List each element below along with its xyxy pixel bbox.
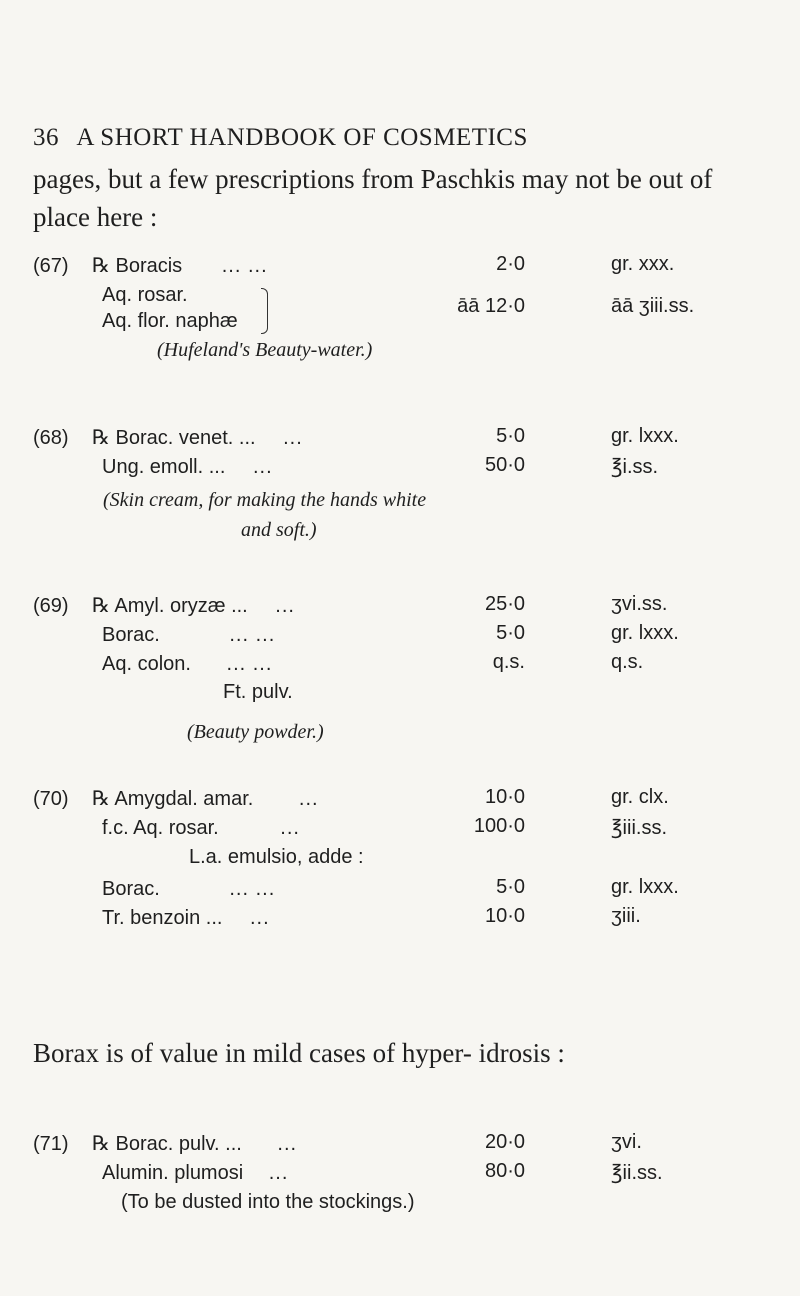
rx-ingredient: [102, 454, 273, 480]
leader-dots: ...: [298, 788, 319, 810]
intro-paragraph: pages, but a few prescriptions from Paschkis may not be out of place here :: [33, 164, 713, 232]
apothecary-dose: gr. lxxx.: [611, 622, 679, 644]
leader-dots: ...: [268, 1162, 289, 1184]
instruction-text: L.a. emulsio, adde :: [189, 846, 364, 868]
ingredient-name: Aq. flor. naphæ: [102, 310, 238, 332]
apothecary-dose: ℥i.ss.: [611, 456, 659, 478]
rx-ingredient: [92, 425, 303, 451]
prescription-caption: and soft.): [241, 519, 317, 541]
borax-paragraph: Borax is of value in mild cases of hyper- idrosis :: [33, 1038, 565, 1068]
ingredient-name: Alumin. plumosi: [102, 1162, 244, 1184]
ingredient-name: ℞ Borac. pulv. ...: [92, 1133, 242, 1155]
apothecary-dose: ʒvi.ss.: [611, 593, 668, 615]
rx-ingredient: [92, 1131, 297, 1157]
ingredient-name: Aq. rosar.: [102, 284, 188, 306]
rx-ingredient: [102, 622, 275, 648]
ingredient-name: ℞ Amygdal. amar.: [92, 788, 254, 810]
ingredient-name: ℞ Amyl. oryzæ ...: [92, 595, 248, 617]
ingredient-name: Tr. benzoin ...: [102, 907, 223, 929]
rx-ingredient: [102, 876, 275, 902]
metric-dose: q.s.: [492, 651, 525, 673]
prescription-caption: (Skin cream, for making the hands white: [103, 489, 427, 511]
leader-dots: ...: [252, 456, 273, 478]
usage-note: (To be dusted into the stockings.): [121, 1191, 415, 1213]
metric-dose: 80·0: [484, 1160, 525, 1182]
metric-dose: 5·0: [496, 622, 525, 644]
apothecary-dose: gr. lxxx.: [611, 876, 679, 898]
leader-dots: ...: [277, 1133, 298, 1155]
leader-dots: ...: [283, 427, 303, 449]
rx-number: (71): [33, 1133, 69, 1155]
apothecary-dose: ℥iii.ss.: [611, 817, 667, 839]
prescription-caption: (Hufeland's Beauty-water.): [157, 339, 373, 361]
rx-ingredient: [102, 1160, 288, 1186]
apothecary-dose: āā ʒiii.ss.: [611, 295, 695, 317]
running-title: A SHORT HANDBOOK OF COSMETICS: [76, 124, 528, 151]
metric-dose: 10·0: [484, 905, 525, 927]
ingredient-name: Aq. colon.: [102, 653, 191, 675]
leader-dots: ...: [275, 595, 295, 617]
apothecary-dose: ʒiii.: [611, 905, 641, 927]
apothecary-dose: q.s.: [611, 651, 644, 673]
metric-dose: āā 12·0: [457, 295, 525, 317]
metric-dose: 25·0: [484, 593, 525, 615]
metric-dose: 20·0: [484, 1131, 525, 1153]
ingredient-name: ℞ Boracis: [92, 255, 183, 277]
ingredient-name: Ung. emoll. ...: [102, 456, 226, 478]
rx-number: (67): [33, 255, 69, 277]
apothecary-dose: gr. lxxx.: [611, 425, 679, 447]
rx-ingredient: [92, 593, 295, 619]
metric-dose: 5·0: [496, 425, 525, 447]
rx-ingredient: [102, 651, 272, 677]
metric-dose: 10·0: [484, 786, 525, 808]
rx-ingredient: [92, 786, 319, 812]
leader-dots: ... ...: [226, 653, 273, 675]
metric-dose: 100·0: [473, 815, 525, 837]
metric-dose: 50·0: [484, 454, 525, 476]
page-number: 36: [33, 124, 59, 151]
leader-dots: ...: [250, 907, 270, 929]
curly-brace: [261, 288, 268, 334]
apothecary-dose: ℥ii.ss.: [611, 1162, 663, 1184]
rx-number: (68): [33, 427, 69, 449]
rx-number: (69): [33, 595, 69, 617]
prescription-caption: (Beauty powder.): [187, 721, 324, 743]
ingredient-name: Borac.: [102, 878, 160, 900]
apothecary-dose: ʒvi.: [611, 1131, 642, 1153]
leader-dots: ... ...: [221, 255, 268, 277]
ingredient-name: ℞ Borac. venet. ...: [92, 427, 256, 449]
apothecary-dose: gr. clx.: [611, 786, 669, 808]
leader-dots: ... ...: [229, 878, 276, 900]
rx-number: (70): [33, 788, 69, 810]
leader-dots: ... ...: [229, 624, 276, 646]
rx-ingredient: [102, 905, 270, 931]
ingredient-name: f.c. Aq. rosar.: [102, 817, 219, 839]
rx-ingredient: [102, 815, 300, 841]
rx-ingredient: [92, 253, 268, 279]
metric-dose: 2·0: [496, 253, 525, 275]
instruction-text: Ft. pulv.: [223, 681, 293, 703]
apothecary-dose: gr. xxx.: [611, 253, 675, 275]
ingredient-name: Borac.: [102, 624, 160, 646]
metric-dose: 5·0: [496, 876, 525, 898]
running-header: [33, 124, 528, 152]
leader-dots: ...: [280, 817, 300, 839]
